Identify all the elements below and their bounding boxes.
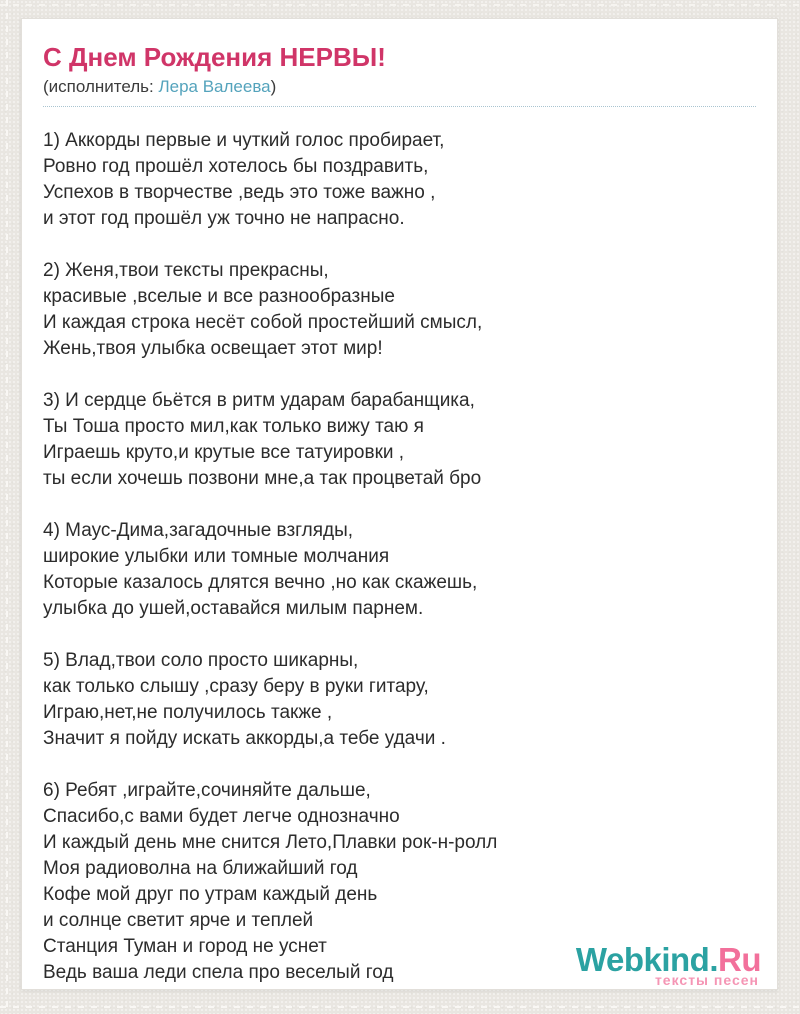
lyric-line: Играешь круто,и крутые все татуировки , xyxy=(43,441,405,463)
lyric-line: И каждая строка несёт собой простейший смысл, xyxy=(43,311,483,333)
lyric-line: и солнце светит ярче и теплей xyxy=(43,909,314,931)
artist-line xyxy=(43,77,756,107)
lyric-line: Ровно год прошёл хотелось бы поздравить, xyxy=(43,155,429,177)
lyric-line: Моя радиоволна на ближайший год xyxy=(43,857,358,879)
stanza xyxy=(43,518,756,622)
background-stitch-left xyxy=(6,0,8,1014)
stanza xyxy=(43,258,756,362)
background-stitch-bottom xyxy=(0,1006,800,1008)
stanza xyxy=(43,648,756,752)
lyric-line: Ты Тоша просто мил,как только вижу таю я xyxy=(43,415,424,437)
lyric-line: И каждый день мне снится Лето,Плавки рок-н-ролл xyxy=(43,831,498,853)
lyric-line: Которые казалось длятся вечно ,но как скажешь, xyxy=(43,571,478,593)
lyric-line: 6) Ребят ,играйте,сочиняйте дальше, xyxy=(43,779,371,801)
background-stitch-top xyxy=(0,4,800,6)
lyric-line: красивые ,вселые и все разнообразные xyxy=(43,285,395,307)
webkind-logo[interactable] xyxy=(576,943,761,987)
lyric-line: Кофе мой друг по утрам каждый день xyxy=(43,883,378,905)
artist-suffix: ) xyxy=(270,76,277,96)
lyric-line: Играю,нет,не получилось также , xyxy=(43,701,333,723)
lyric-line: Успехов в творчестве ,ведь это тоже важно , xyxy=(43,181,436,203)
artist-link[interactable]: Лера Валеева xyxy=(158,76,271,96)
lyric-line: Значит я пойду искать аккорды,а тебе удачи . xyxy=(43,727,446,749)
lyric-line: ты если хочешь позвони мне,а так процветай бро xyxy=(43,467,482,489)
lyrics-text xyxy=(43,128,756,986)
lyric-line: Спасибо,с вами будет легче однозначно xyxy=(43,805,400,827)
logo-ru-part: Ru xyxy=(718,941,761,978)
stanza xyxy=(43,128,756,232)
lyric-line: 5) Влад,твои соло просто шикарны, xyxy=(43,649,359,671)
artist-prefix: (исполнитель: xyxy=(43,76,159,96)
lyric-line: Станция Туман и город не уснет xyxy=(43,935,327,957)
lyric-line: Ведь ваша леди спела про веселый год xyxy=(43,961,394,983)
lyric-line: широкие улыбки или томные молчания xyxy=(43,545,390,567)
lyric-line: Жень,твоя улыбка освещает этот мир! xyxy=(43,337,383,359)
stanza xyxy=(43,388,756,492)
logo-dot: . xyxy=(709,941,718,978)
logo-tagline: тексты песен xyxy=(654,972,759,988)
lyric-line: 2) Женя,твои тексты прекрасны, xyxy=(43,259,329,281)
page-title: С Днем Рождения НЕРВЫ! xyxy=(43,42,386,72)
logo-webkind-part: Webkind xyxy=(575,941,710,978)
lyric-line: и этот год прошёл уж точно не напрасно. xyxy=(43,207,405,229)
lyric-line: улыбка до ушей,оставайся милым парнем. xyxy=(43,597,424,619)
lyric-line: 3) И сердце бьётся в ритм ударам барабанщика, xyxy=(43,389,475,411)
lyric-line: как только слышу ,сразу беру в руки гитару, xyxy=(43,675,429,697)
lyrics-card xyxy=(21,18,778,990)
lyric-line: 4) Маус-Дима,загадочные взгляды, xyxy=(43,519,354,541)
lyric-line: 1) Аккорды первые и чуткий голос пробирает, xyxy=(43,129,445,151)
